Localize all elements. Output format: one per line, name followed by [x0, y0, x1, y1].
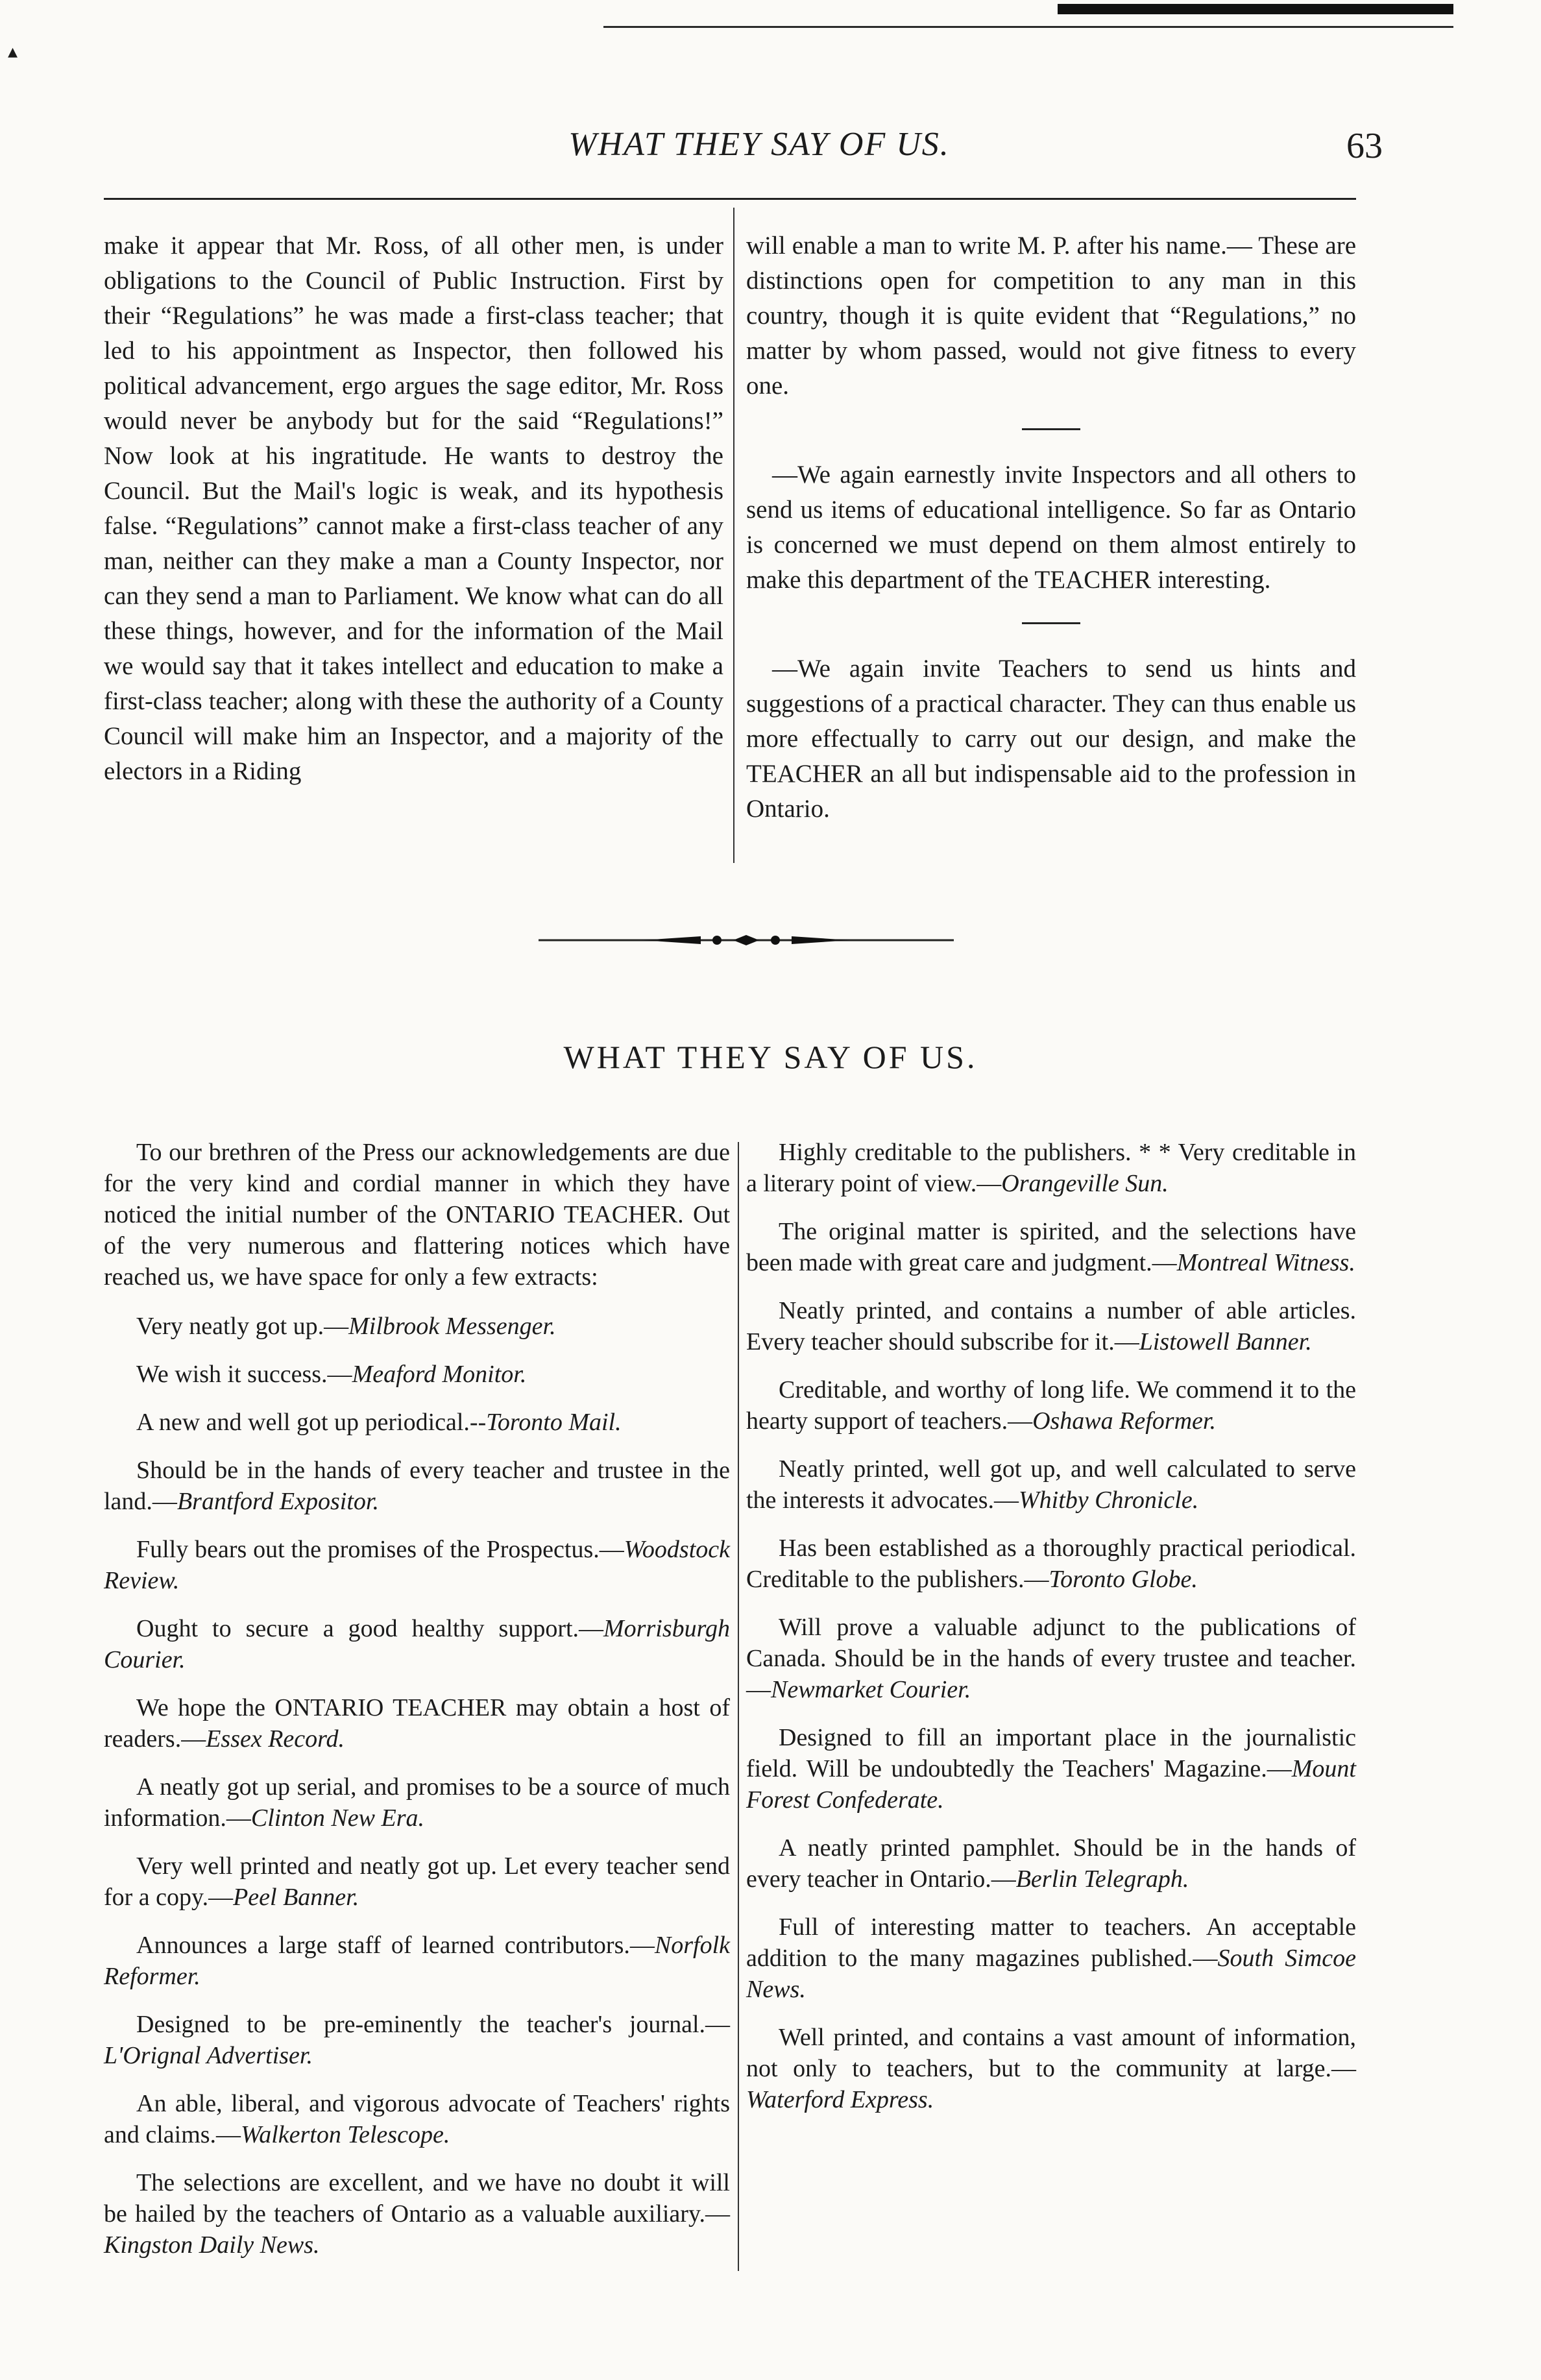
press-notice	[746, 1612, 1356, 1705]
notice-text: Neatly printed, and contains a number of able articles. Every teacher should subscribe for it.—	[746, 1297, 1356, 1355]
notice-source: Toronto Globe.	[1049, 1566, 1198, 1593]
top-rule-heavy	[1058, 4, 1453, 14]
notice-source: Essex Record.	[206, 1725, 345, 1753]
notice-text: Well printed, and contains a vast amount of information, not only to teachers, but to the community at large.—	[746, 2024, 1356, 2082]
notices-right-column	[746, 1137, 1356, 2132]
body-paragraph: —We again invite Teachers to send us hints and suggestions of a practical character. They can thus enable us more effectually to carry out our design, and make the TEACHER an all but indispensable aid to the profession in Ontario.	[746, 655, 1356, 823]
top-rule	[603, 26, 1453, 28]
running-head	[0, 120, 1541, 172]
press-notice	[104, 1534, 730, 1596]
notice-text: Will prove a valuable adjunct to the publications of Canada. Should be in the hands of every trustee and teacher.—	[746, 1614, 1356, 1703]
notice-source: Montreal Witness.	[1176, 1249, 1355, 1276]
notice-source: Morrisburgh Courier.	[104, 1615, 730, 1673]
press-notice	[104, 1359, 730, 1390]
notice-text: Designed to fill an important place in the journalistic field. Will be undoubtedly the Teachers' Magazine.—	[746, 1724, 1356, 1782]
running-title: WHAT THEY SAY OF US.	[568, 126, 950, 163]
notice-text: The selections are excellent, and we have no doubt it will be hailed by the teachers of Ontario as a valuable auxiliary.—	[104, 2169, 730, 2228]
notice-text: Neatly printed, well got up, and well calculated to serve the interests it advocates.—	[746, 1455, 1356, 1514]
press-notice	[104, 1455, 730, 1517]
press-notice	[104, 1407, 730, 1438]
press-notice	[746, 2022, 1356, 2115]
press-notice	[104, 1771, 730, 1834]
body-paragraph: will enable a man to write M. P. after his name.— These are distinctions open for competition to any man in this country, though it is quite evident that “Regulations,” no matter by whom passed, would not give fitness to every one.	[746, 232, 1356, 400]
press-notice	[104, 2009, 730, 2071]
press-notice	[746, 1374, 1356, 1437]
section-rule	[1022, 428, 1080, 430]
notice-text: Very neatly got up.—	[136, 1313, 349, 1340]
press-notice	[104, 1930, 730, 1992]
press-notice	[746, 1912, 1356, 2005]
notice-source: Listowell Banner.	[1139, 1328, 1312, 1355]
notice-text: Announces a large staff of learned contributors.—	[136, 1932, 655, 1959]
section-title: WHAT THEY SAY OF US.	[563, 1039, 978, 1075]
notice-source: Berlin Telegraph.	[1015, 1865, 1189, 1893]
notice-source: Milbrook Messenger.	[348, 1313, 556, 1340]
press-notice	[746, 1295, 1356, 1357]
notice-text: A neatly got up serial, and promises to be a source of much information.—	[104, 1773, 730, 1832]
section-rule	[1022, 622, 1080, 624]
press-notice	[746, 1216, 1356, 1278]
press-notice	[104, 1851, 730, 1913]
notice-source: Orangeville Sun.	[1001, 1170, 1169, 1197]
column-divider-bottom	[738, 1142, 739, 2271]
press-notice	[104, 1311, 730, 1342]
printer-mark: ▴	[8, 41, 18, 62]
press-notice	[104, 2088, 730, 2150]
body-paragraph: make it appear that Mr. Ross, of all other men, is under obligations to the Council of Public Instruction. First by their “Regulations” he was made a first-class teacher; that led to his appointment as Inspector, then followed his political advancement, ergo argues the sage editor, Mr. Ross would never be anybody but for the said “Regulations!” Now look at his ingratitude. He wants to destroy the Council. But the Mail's logic is weak, and its hypothesis false. “Regulations” cannot make a first-class teacher of any man, neither can they make a man a County Inspector, nor can they send a man to Parliament. We know what can do all these things, however, and for the information of the Mail we would say that it takes intellect and education to make a first-class teacher; along with these the authority of a County Council will make him an Inspector, and a majority of the electors in a Riding	[104, 232, 723, 785]
notice-source: Kingston Daily News.	[104, 2231, 320, 2259]
header-rule	[104, 198, 1356, 200]
notice-source: South Simcoe News.	[746, 1945, 1356, 2003]
notice-source: Woodstock Review.	[104, 1536, 730, 1594]
press-notice	[104, 1613, 730, 1675]
notice-source: Meaford Monitor.	[352, 1361, 527, 1388]
notice-source: Peel Banner.	[233, 1884, 359, 1911]
page-number: 63	[1346, 126, 1383, 166]
notice-text: Should be in the hands of every teacher and trustee in the land.—	[104, 1457, 730, 1515]
intro-paragraph: To our brethren of the Press our acknowledgements are due for the very kind and cordial manner in which they have noticed the initial number of the ONTARIO TEACHER. Out of the very numerous and flattering notices which have reached us, we have space for only a few extracts:	[104, 1139, 730, 1291]
notice-text: Fully bears out the promises of the Prospectus.—	[136, 1536, 624, 1563]
top-right-column	[746, 228, 1356, 827]
press-notice	[746, 1453, 1356, 1516]
notice-source: Clinton New Era.	[250, 1804, 424, 1832]
notice-source: Walkerton Telescope.	[241, 2121, 450, 2148]
press-notice	[104, 1692, 730, 1755]
notice-text: An able, liberal, and vigorous advocate of Teachers' rights and claims.—	[104, 2090, 730, 2148]
press-notice	[746, 1722, 1356, 1815]
notice-text: Designed to be pre-eminently the teacher's journal.—	[136, 2011, 730, 2038]
notice-source: Mount Forest Confederate.	[746, 1755, 1356, 1814]
notice-text: Very well printed and neatly got up. Let every teacher send for a copy.—	[104, 1852, 730, 1911]
ornament-divider	[539, 930, 954, 950]
notices-left-column	[104, 1137, 730, 2277]
notice-source: Norfolk Reformer.	[104, 1932, 730, 1990]
notice-source: Whitby Chronicle.	[1019, 1487, 1199, 1514]
press-notice	[746, 1533, 1356, 1595]
notice-text: Has been established as a thoroughly practical periodical. Creditable to the publishers.—	[746, 1535, 1356, 1593]
notice-text: Creditable, and worthy of long life. We commend it to the hearty support of teachers.—	[746, 1376, 1356, 1435]
notice-source: Newmarket Courier.	[771, 1676, 971, 1703]
notice-text: The original matter is spirited, and the selections have been made with great care and judgment.—	[746, 1218, 1356, 1276]
notice-text: We hope the ONTARIO TEACHER may obtain a host of readers.—	[104, 1694, 730, 1753]
notice-source: Toronto Mail.	[486, 1409, 622, 1436]
notice-text: Full of interesting matter to teachers. An acceptable addition to the many magazines published.—	[746, 1913, 1356, 1972]
notice-text: A new and well got up periodical.--	[136, 1409, 487, 1436]
press-notice	[746, 1137, 1356, 1199]
press-notice	[104, 2167, 730, 2261]
top-left-column	[104, 228, 723, 789]
body-paragraph: —We again earnestly invite Inspectors and all others to send us items of educational intelligence. So far as Ontario is concerned we must depend on them almost entirely to make this department of the TEACHER interesting.	[746, 461, 1356, 594]
notice-text: Highly creditable to the publishers. * * Very creditable in a literary point of view.—	[746, 1139, 1356, 1197]
column-divider-top	[733, 208, 734, 863]
notice-source: L'Orignal Advertiser.	[104, 2042, 313, 2069]
notice-text: A neatly printed pamphlet. Should be in the hands of every teacher in Ontario.—	[746, 1834, 1356, 1893]
notice-text: We wish it success.—	[136, 1361, 352, 1388]
press-notice	[746, 1832, 1356, 1895]
notice-source: Waterford Express.	[746, 2086, 934, 2113]
notice-source: Brantford Expositor.	[176, 1488, 379, 1515]
notice-source: Oshawa Reformer.	[1032, 1407, 1216, 1435]
notice-text: Ought to secure a good healthy support.—	[136, 1615, 604, 1642]
